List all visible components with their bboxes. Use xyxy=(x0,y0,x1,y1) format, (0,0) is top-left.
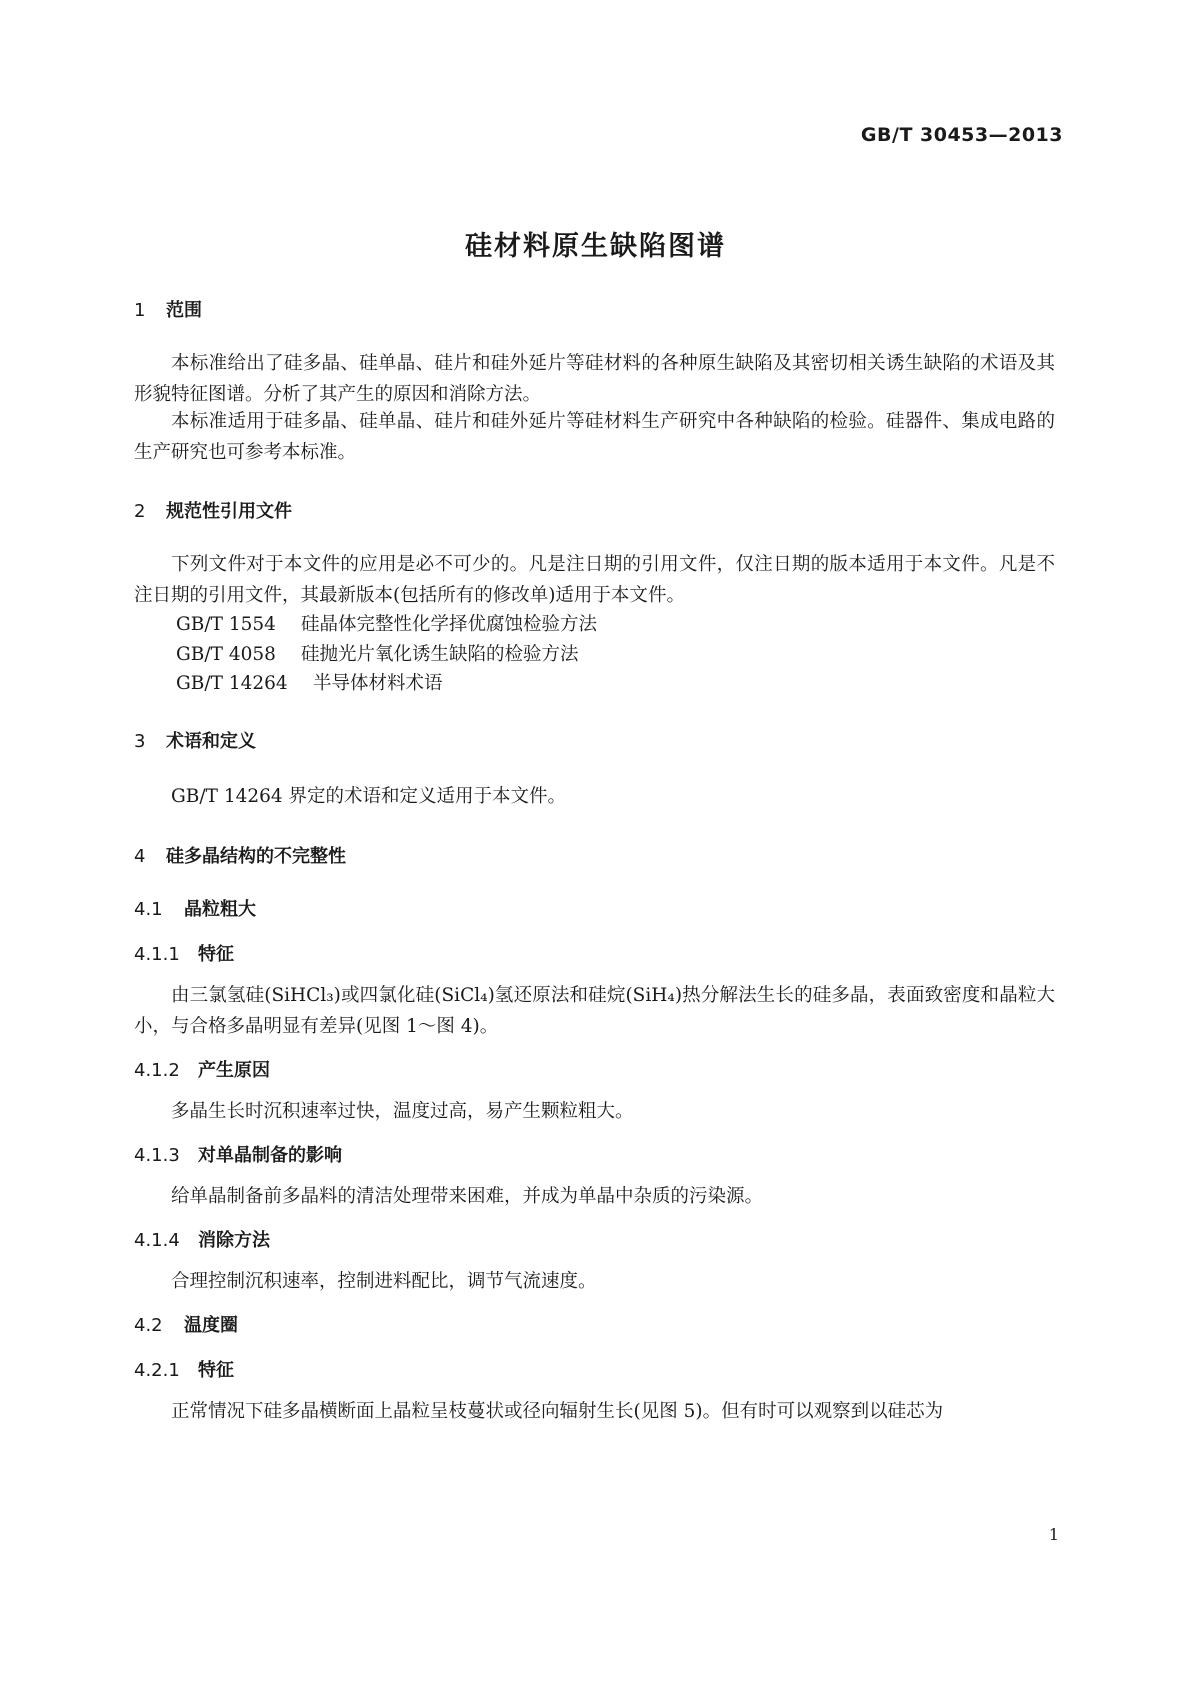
section-title: 对单晶制备的影响 xyxy=(198,1145,342,1166)
section-4-1-2-paragraph: 多晶生长时沉积速率过快，温度过高，易产生颗粒粗大。 xyxy=(171,1101,634,1122)
reference-title: 半导体材料术语 xyxy=(313,673,443,694)
reference-title: 硅晶体完整性化学择优腐蚀检验方法 xyxy=(301,614,598,635)
section-2-heading xyxy=(134,497,292,523)
section-1-paragraph-2: 本标准适用于硅多晶、硅单晶、硅片和硅外延片等硅材料生产研究中各种缺陷的检验。硅器件、集成电路的生产研究也可参考本标准。 xyxy=(134,411,1055,463)
section-4-1-3-paragraph: 给单晶制备前多晶料的清洁处理带来困难，并成为单晶中杂质的污染源。 xyxy=(171,1186,764,1207)
reference-item xyxy=(176,669,443,695)
reference-item xyxy=(176,610,597,636)
section-3-heading xyxy=(134,727,256,753)
section-4-1-2-heading xyxy=(134,1056,270,1082)
section-title: 术语和定义 xyxy=(166,731,256,752)
section-1-heading xyxy=(134,296,202,322)
section-number: 1 xyxy=(134,300,146,321)
section-4-1-4-paragraph: 合理控制沉积速率，控制进料配比，调节气流速度。 xyxy=(171,1271,597,1292)
page-number: 1 xyxy=(1048,1525,1059,1544)
section-title: 特征 xyxy=(198,944,234,965)
section-title: 范围 xyxy=(166,300,202,321)
section-number: 4.1.2 xyxy=(134,1060,180,1081)
section-number: 4.1.1 xyxy=(134,944,180,965)
section-number: 4.2 xyxy=(134,1315,163,1336)
section-title: 温度圈 xyxy=(184,1315,238,1336)
section-2-paragraph-1: 下列文件对于本文件的应用是必不可少的。凡是注日期的引用文件，仅注日期的版本适用于本文件。凡是不注日期的引用文件，其最新版本(包括所有的修改单)适用于本文件。 xyxy=(134,554,1055,606)
section-number: 2 xyxy=(134,501,146,522)
section-4-2-1-heading xyxy=(134,1356,234,1382)
section-number: 4.1 xyxy=(134,899,163,920)
section-4-1-3-heading xyxy=(134,1141,342,1167)
section-title: 特征 xyxy=(198,1360,234,1381)
section-4-heading xyxy=(134,842,346,868)
section-title: 消除方法 xyxy=(198,1230,270,1251)
reference-title: 硅抛光片氧化诱生缺陷的检验方法 xyxy=(301,644,579,665)
section-title: 产生原因 xyxy=(198,1060,270,1081)
section-4-1-4-heading xyxy=(134,1226,270,1252)
section-4-1-1-heading xyxy=(134,940,234,966)
section-number: 4.1.3 xyxy=(134,1145,180,1166)
section-title: 硅多晶结构的不完整性 xyxy=(166,846,346,867)
reference-code: GB/T 1554 xyxy=(176,614,276,635)
section-4-1-heading xyxy=(134,895,256,921)
section-4-2-1-paragraph: 正常情况下硅多晶横断面上晶粒呈枝蔓状或径向辐射生长(见图 5)。但有时可以观察到以硅芯为 xyxy=(171,1401,944,1422)
section-title: 规范性引用文件 xyxy=(166,501,292,522)
section-3-paragraph-1: GB/T 14264 界定的术语和定义适用于本文件。 xyxy=(171,786,567,807)
section-4-1-1-paragraph: 由三氯氢硅(SiHCl₃)或四氯化硅(SiCl₄)氢还原法和硅烷(SiH₄)热分解法生长的硅多晶，表面致密度和晶粒大小，与合格多晶明显有差异(见图 1～图 4)。 xyxy=(134,985,1055,1037)
reference-code: GB/T 14264 xyxy=(176,673,288,694)
section-title: 晶粒粗大 xyxy=(184,899,256,920)
section-1-paragraph-1: 本标准给出了硅多晶、硅单晶、硅片和硅外延片等硅材料的各种原生缺陷及其密切相关诱生缺陷的术语及其形貌特征图谱。分析了其产生的原因和消除方法。 xyxy=(134,353,1055,405)
reference-item xyxy=(176,640,579,666)
section-4-2-heading xyxy=(134,1311,238,1337)
section-number: 4.1.4 xyxy=(134,1230,180,1251)
section-number: 4 xyxy=(134,846,146,867)
document-title: 硅材料原生缺陷图谱 xyxy=(465,231,726,262)
section-number: 4.2.1 xyxy=(134,1360,180,1381)
reference-code: GB/T 4058 xyxy=(176,644,276,665)
section-number: 3 xyxy=(134,731,146,752)
standard-code: GB/T 30453—2013 xyxy=(860,124,1063,146)
